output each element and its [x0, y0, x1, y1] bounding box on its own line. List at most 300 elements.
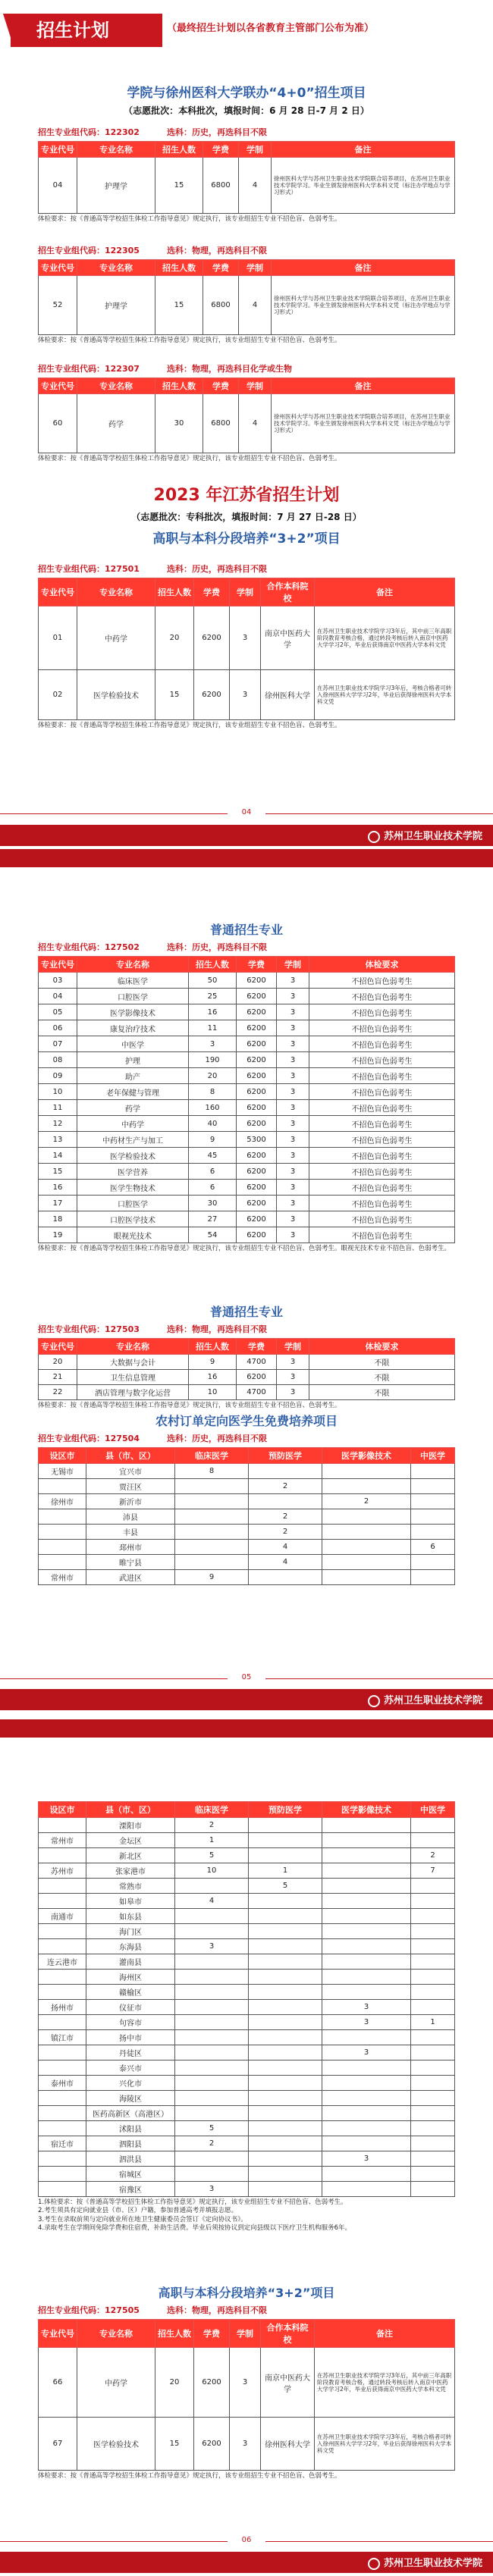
col-header: 专业名称: [77, 260, 155, 276]
cell: [322, 1464, 411, 1479]
block-122305: [38, 244, 455, 345]
cell: 不招色盲色弱考生: [309, 973, 455, 989]
cell: [411, 1833, 455, 1848]
cell: [322, 1909, 411, 1924]
cell: [322, 2076, 411, 2091]
table-row: [39, 1954, 455, 1970]
cell: 3: [277, 1100, 309, 1116]
table-row: [39, 1555, 455, 1570]
cell: [411, 2091, 455, 2106]
cell: 6200: [194, 2348, 230, 2418]
cell: 康复治疗技术: [77, 1020, 189, 1036]
subject-req: 选科：物理，再选科目化学或生物: [167, 364, 292, 374]
cell: 宿豫区: [86, 2182, 175, 2197]
table-body: [39, 1818, 455, 2197]
cell: 4: [239, 158, 272, 214]
cell: [411, 1555, 455, 1570]
col-header: 学费: [237, 1339, 277, 1355]
cell: 06: [39, 1020, 77, 1036]
table-row: [39, 276, 455, 335]
cell: 不招色盲色弱考生: [309, 1068, 455, 1084]
cell: 无锡市: [39, 1464, 86, 1479]
col-header: 专业名称: [77, 957, 189, 973]
cell: [249, 1848, 322, 1863]
cell: 2: [322, 1494, 411, 1509]
cell: [249, 1954, 322, 1970]
table-row: [39, 2136, 455, 2151]
school-logo: [368, 2555, 482, 2570]
cell: [249, 2136, 322, 2151]
cell: [39, 2091, 86, 2106]
col-header: 专业代号: [39, 260, 77, 276]
col-header: 专业代号: [39, 378, 77, 394]
cell: [322, 1525, 411, 1540]
cell: 6: [411, 1540, 455, 1555]
footer-bar: [0, 825, 493, 846]
cell: [322, 2091, 411, 2106]
cell: [249, 2091, 322, 2106]
col-header: 招生人数: [155, 142, 203, 158]
cell: 睢宁县: [86, 1555, 175, 1570]
cell: [322, 2167, 411, 2182]
cell: 15: [155, 670, 194, 720]
cell: 3: [277, 1385, 309, 1400]
cell: [249, 1494, 322, 1509]
cell: 2: [249, 1509, 322, 1525]
table-body: [39, 973, 455, 1243]
school-name: 苏州卫生职业技术学院: [383, 1695, 482, 1706]
cell: 21: [39, 1370, 77, 1385]
col-header: 备注: [272, 378, 455, 394]
table-row: [39, 606, 455, 670]
col-header: 学制: [239, 142, 272, 158]
table-row: [39, 2182, 455, 2197]
cell: 6200: [237, 1211, 277, 1227]
cell: 67: [39, 2418, 77, 2471]
table-row: [39, 973, 455, 989]
subject-req: 选科：物理，再选科目不限: [167, 2305, 267, 2315]
cell: [411, 1879, 455, 1894]
code-line: [38, 1432, 455, 1444]
cell: 不招色盲色弱考生: [309, 1116, 455, 1132]
cell: [39, 1924, 86, 1939]
subject-req: 选科：历史，再选科目不限: [167, 564, 267, 574]
cell: 徐州医科大学: [261, 2418, 315, 2471]
plan-table: [38, 956, 455, 1243]
table-row: [39, 1068, 455, 1084]
cell: 6200: [237, 1052, 277, 1068]
cell: 4700: [237, 1385, 277, 1400]
table-row: [39, 1939, 455, 1954]
plan-table: [38, 259, 455, 335]
page-number: 06: [228, 2536, 265, 2544]
table-row: [39, 1879, 455, 1894]
cell: 5300: [237, 1132, 277, 1148]
cell: 1: [249, 1863, 322, 1879]
cell: [39, 2182, 86, 2197]
cell: 不限: [309, 1385, 455, 1400]
cell: [322, 1863, 411, 1879]
cell: 大数据与会计: [77, 1355, 189, 1370]
col-header: 体检要求: [309, 1339, 455, 1355]
cell: 20: [39, 1355, 77, 1370]
table-row: [39, 2167, 455, 2182]
col-header: 设区市: [39, 1448, 86, 1464]
cell: 3: [230, 2418, 261, 2471]
cell: 沛县: [86, 1509, 175, 1525]
cell: 贾汪区: [86, 1479, 175, 1494]
remark: 体检要求：按《普通高等学校招生体检工作指导意见》规定执行，该专业组招生专业不招色盲、色弱考生。: [38, 337, 341, 344]
col-header: 合作本科院校: [261, 2320, 315, 2348]
cell: 3: [277, 1227, 309, 1243]
table-row: [39, 1479, 455, 1494]
cell: 不招色盲色弱考生: [309, 1100, 455, 1116]
cell: 如东县: [86, 1909, 175, 1924]
cell: [411, 1494, 455, 1509]
cell: 中药学: [77, 2348, 155, 2418]
cell: 3: [230, 606, 261, 670]
cell: 16: [189, 1004, 237, 1020]
cell: 45: [189, 1148, 237, 1164]
subject-req: 选科：历史，再选科目不限: [167, 127, 267, 137]
group-code: 招生专业组代码：122305: [38, 246, 140, 255]
cell: [411, 1894, 455, 1909]
code-line: [38, 244, 455, 256]
cell: 20: [189, 1068, 237, 1084]
remark: 体检要求：按《普通高等学校招生体检工作指导意见》规定执行，该专业组招生专业不招色盲、色弱考生。眼视光技术专业不招色盲、色弱考生。: [38, 1245, 451, 1252]
cell: [175, 1924, 249, 1939]
cell: 不招色盲色弱考生: [309, 1052, 455, 1068]
table-row: [39, 1833, 455, 1848]
cell: 02: [39, 670, 77, 720]
table-row: [39, 1036, 455, 1052]
col-header: 备注: [315, 2320, 455, 2348]
cell: 丹徒区: [86, 2045, 175, 2060]
cell: 66: [39, 2348, 77, 2418]
cell: 不招色盲色弱考生: [309, 1227, 455, 1243]
code-line: [38, 362, 455, 374]
cell: 医学检验技术: [77, 1148, 189, 1164]
cell: [175, 2060, 249, 2076]
col-header: 专业代号: [39, 578, 77, 606]
cell: 常州市: [39, 1570, 86, 1585]
col-header: 学制: [277, 957, 309, 973]
cell: [322, 1894, 411, 1909]
table-row: [39, 1525, 455, 1540]
table-row: [39, 1848, 455, 1863]
cell: 30: [155, 394, 203, 453]
cell: [175, 1909, 249, 1924]
cell: 2: [411, 1848, 455, 1863]
table-row: [39, 1464, 455, 1479]
col-header: 预防医学: [249, 1802, 322, 1818]
cell: [411, 1479, 455, 1494]
cell: 3: [230, 2348, 261, 2418]
cell: 6200: [194, 2418, 230, 2471]
col-header: 合作本科院校: [261, 578, 315, 606]
cell: 3: [277, 1180, 309, 1196]
cell: 190: [189, 1052, 237, 1068]
table-row: [39, 670, 455, 720]
cell: 药学: [77, 394, 155, 453]
cell: 酒店管理与数字化运营: [77, 1385, 189, 1400]
table-row: [39, 2076, 455, 2091]
section-title: 普通招生专业: [209, 1305, 283, 1319]
subject-req: 选科：物理，再选科目不限: [167, 246, 267, 255]
cell: [249, 2121, 322, 2136]
school-name: 苏州卫生职业技术学院: [383, 831, 482, 842]
cell: [411, 2121, 455, 2136]
cell: [249, 1909, 322, 1924]
table-row: [39, 1211, 455, 1227]
table-row: [39, 2418, 455, 2471]
cell: 泗洪县: [86, 2151, 175, 2167]
col-header: 医学影像技术: [322, 1802, 411, 1818]
cell: [39, 1509, 86, 1525]
page-top-strip: [0, 849, 493, 867]
cell: [322, 1939, 411, 1954]
school-name: 苏州卫生职业技术学院: [383, 2558, 482, 2569]
cell: 6200: [237, 1370, 277, 1385]
table-row: [39, 2106, 455, 2121]
cell: [411, 2000, 455, 2015]
cell: 6200: [237, 1196, 277, 1211]
cell: 宿迁市: [39, 2136, 86, 2151]
cell: [411, 1924, 455, 1939]
cell: 9: [189, 1355, 237, 1370]
cell: 1: [175, 1833, 249, 1848]
col-header: 医学影像技术: [322, 1448, 411, 1464]
col-header: 专业名称: [77, 1339, 189, 1355]
cell: 溧阳市: [86, 1818, 175, 1833]
col-header: 招生人数: [155, 2320, 194, 2348]
cell: 6200: [237, 1004, 277, 1020]
cell: [175, 1879, 249, 1894]
cell: [39, 1939, 86, 1954]
cell: [249, 2106, 322, 2121]
cell: [175, 2167, 249, 2182]
cell: [249, 2151, 322, 2167]
cell: 3: [277, 1004, 309, 1020]
cell: 泰州市: [39, 2076, 86, 2091]
table-row: [39, 2121, 455, 2136]
cell: [411, 1939, 455, 1954]
table-row: [39, 2015, 455, 2030]
table-row: [39, 1148, 455, 1164]
col-header: 招生人数: [155, 378, 203, 394]
table-row: [39, 1509, 455, 1525]
cell: 扬中市: [86, 2030, 175, 2045]
table-row: [39, 2030, 455, 2045]
table-row: [39, 1570, 455, 1585]
group-code: 招生专业组代码：122302: [38, 127, 140, 137]
table-row: [39, 2091, 455, 2106]
school-emblem-icon: [368, 1695, 380, 1707]
cell: [249, 1985, 322, 2000]
school-emblem-icon: [368, 2558, 380, 2570]
cell: 60: [39, 394, 77, 453]
cell: 3: [175, 1939, 249, 1954]
cell: 3: [277, 1355, 309, 1370]
table-row: [39, 1909, 455, 1924]
cell: [249, 1464, 322, 1479]
remark: 体检要求：按《普通高等学校招生体检工作指导意见》规定执行，该专业组招生专业不招色盲、色弱考生。: [38, 1402, 341, 1409]
cell: 海州区: [86, 1970, 175, 1985]
cell: [39, 1540, 86, 1555]
cell: [39, 2151, 86, 2167]
cell: [322, 2060, 411, 2076]
table-row: [39, 1004, 455, 1020]
cell: 16: [39, 1180, 77, 1196]
cell: 3: [277, 1068, 309, 1084]
cell: 护理学: [77, 276, 155, 335]
cell: 6200: [237, 1100, 277, 1116]
cell: [39, 1555, 86, 1570]
col-header: 体检要求: [309, 957, 455, 973]
cell: 6: [189, 1180, 237, 1196]
cell: 泰兴市: [86, 2060, 175, 2076]
cell: 3: [322, 2000, 411, 2015]
plan-table: [38, 1801, 455, 2197]
cell: 南京中医药大学: [261, 606, 315, 670]
cell: [322, 2121, 411, 2136]
cell: 2: [249, 1525, 322, 1540]
cell: 新沂市: [86, 1494, 175, 1509]
cell: 05: [39, 1004, 77, 1020]
cell: [411, 2136, 455, 2151]
cell: 3: [322, 2015, 411, 2030]
cell: 医学生物技术: [77, 1180, 189, 1196]
block-127503: [38, 1302, 455, 1410]
cell: 药学: [77, 1100, 189, 1116]
cell: [175, 2000, 249, 2015]
cell: 中医学: [77, 1036, 189, 1052]
cell: [249, 1894, 322, 1909]
cell: 9: [189, 1132, 237, 1148]
col-header: 学费: [194, 2320, 230, 2348]
cell: [175, 2045, 249, 2060]
table-body: [39, 1464, 455, 1585]
cell: 20: [155, 2348, 194, 2418]
table-row: [39, 1370, 455, 1385]
cell: [411, 1985, 455, 2000]
cell: [175, 1479, 249, 1494]
cell: 16: [189, 1370, 237, 1385]
table-row: [39, 2060, 455, 2076]
section-subtitle: （志愿批次：专科批次，填报时间：7 月 27 日-28 日）: [131, 512, 362, 522]
cell: 灌南县: [86, 1954, 175, 1970]
cell: 4: [175, 1894, 249, 1909]
cell: 3: [277, 1148, 309, 1164]
cell: 不限: [309, 1355, 455, 1370]
remark: 2.考生须具有定向就业县（市、区）户籍，参加普通高考并填报志愿。: [38, 2207, 238, 2215]
cell: [411, 2076, 455, 2091]
cell: 不招色盲色弱考生: [309, 1148, 455, 1164]
cell: [39, 1985, 86, 2000]
cell: 宿城区: [86, 2167, 175, 2182]
cell: 6200: [237, 1180, 277, 1196]
page-top-strip: [0, 1719, 493, 1738]
cell: 27: [189, 1211, 237, 1227]
cell: [322, 1833, 411, 1848]
cell: 3: [277, 1164, 309, 1180]
cell: 不招色盲色弱考生: [309, 1036, 455, 1052]
cell: 6200: [237, 1164, 277, 1180]
table-row: [39, 1818, 455, 1833]
col-header: 专业名称: [77, 2320, 155, 2348]
cell: 海陵区: [86, 2091, 175, 2106]
cell: 赣榆区: [86, 1985, 175, 2000]
plan-table: [38, 378, 455, 453]
cell: [249, 2030, 322, 2045]
cell: 25: [189, 989, 237, 1004]
cell: 张家港市: [86, 1863, 175, 1879]
cell: 口腔医学: [77, 1196, 189, 1211]
cell: 3: [277, 1370, 309, 1385]
col-header: 招生人数: [155, 260, 203, 276]
cell: 6: [189, 1164, 237, 1180]
cell: [39, 1479, 86, 1494]
cell: 52: [39, 276, 77, 335]
cell: [322, 1985, 411, 2000]
remark: 体检要求：按《普通高等学校招生体检工作指导意见》规定执行，该专业组招生专业不招色盲、色弱考生。: [38, 2472, 341, 2480]
cell: 3: [277, 1196, 309, 1211]
cell: [175, 1970, 249, 1985]
cell: 临床医学: [77, 973, 189, 989]
cell: [39, 1894, 86, 1909]
plan-table: [38, 1447, 455, 1585]
table-row: [39, 2151, 455, 2167]
cell: 金坛区: [86, 1833, 175, 1848]
cell: [411, 2060, 455, 2076]
cell: [175, 2091, 249, 2106]
cell: 6200: [237, 1084, 277, 1100]
cell: [411, 1909, 455, 1924]
cell: 6200: [237, 1227, 277, 1243]
cell: 6200: [194, 606, 230, 670]
cell: [175, 1525, 249, 1540]
table-row: [39, 1227, 455, 1243]
table-row: [39, 1116, 455, 1132]
cell: 兴化市: [86, 2076, 175, 2091]
cell: 不招色盲色弱考生: [309, 1020, 455, 1036]
cell: 6200: [237, 1020, 277, 1036]
col-header: 学费: [194, 578, 230, 606]
block-127504: [38, 1412, 455, 1585]
col-header: 招生人数: [189, 957, 237, 973]
table-row: [39, 1180, 455, 1196]
plan-table: [38, 578, 455, 720]
group-code: 招生专业组代码：127505: [38, 2305, 140, 2315]
group-code: 招生专业组代码：127503: [38, 1324, 140, 1334]
cell: 3: [322, 2045, 411, 2060]
cell: 22: [39, 1385, 77, 1400]
cell: 护理: [77, 1052, 189, 1068]
cell: 丰县: [86, 1525, 175, 1540]
cell: 2: [249, 1479, 322, 1494]
remark: 1.体检要求：按《普通高等学校招生体检工作指导意见》规定执行，该专业组招生专业不招色盲、色弱考生。: [38, 2198, 347, 2206]
cell: 3: [322, 2151, 411, 2167]
col-header: 中医学: [411, 1802, 455, 1818]
cell: 不招色盲色弱考生: [309, 1211, 455, 1227]
cell: 04: [39, 158, 77, 214]
cell: 3: [230, 670, 261, 720]
header: [0, 0, 493, 49]
cell: 句容市: [86, 2015, 175, 2030]
cell: 3: [277, 1132, 309, 1148]
table-row: [39, 1052, 455, 1068]
cell: 中药材生产与加工: [77, 1132, 189, 1148]
